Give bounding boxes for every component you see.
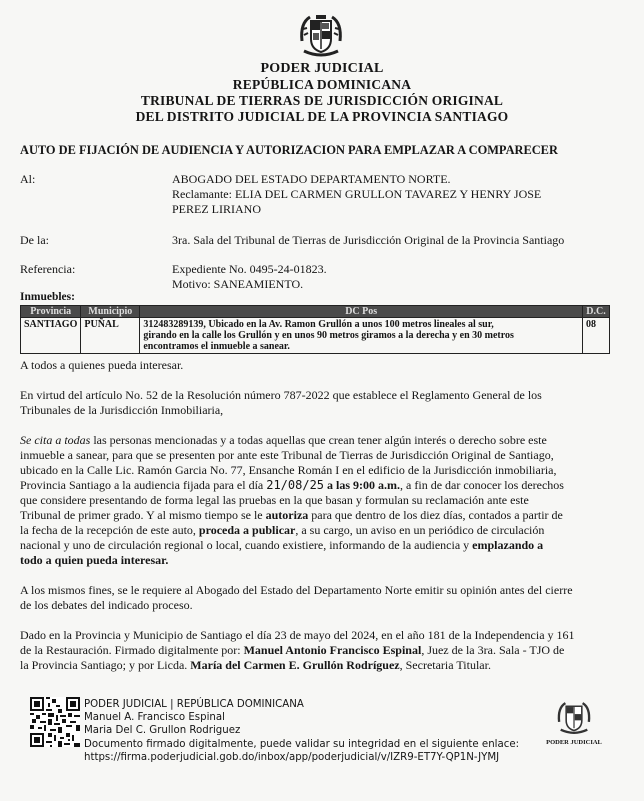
p2-l8-a: nacional y uno de circulación regional o local, cuando existiere, informando de la audiencia y bbox=[20, 538, 473, 552]
referencia-motivo: Motivo: SANEAMIENTO. bbox=[172, 277, 304, 291]
document-title: AUTO DE FIJACIÓN DE AUDIENCIA Y AUTORIZACION PARA EMPLAZAR A COMPARECER bbox=[20, 143, 558, 157]
header-tribunal: TRIBUNAL DE TIERRAS DE JURISDICCIÓN ORIGINAL bbox=[140, 93, 504, 108]
p2-l6-c: para que dentro de los diez días, contados a partir de bbox=[308, 508, 563, 522]
p2-autoriza: autoriza bbox=[265, 508, 309, 522]
p2-l4-c: , a fin de dar conocer los derechos bbox=[400, 478, 564, 492]
coat-of-arms-emblem bbox=[296, 13, 346, 59]
footer-signer2: Maria Del C. Grullon Rodriguez bbox=[84, 725, 241, 736]
a-todos-text: A todos a quienes pueda interesar. bbox=[20, 358, 184, 372]
col-dc: D.C. bbox=[583, 306, 610, 318]
p4-line1: Dado en la Provincia y Municipio de Santiago el día 23 de mayo del 2024, en el año 181 de la Independencia y 161 bbox=[20, 628, 575, 642]
header-poder-judicial: PODER JUDICIAL bbox=[260, 61, 384, 76]
footer-url[interactable]: https://firma.poderjudicial.gob.do/inbox/app/poderjudicial/v/IZR9-ET7Y-QP1N-JYMJ bbox=[84, 752, 500, 763]
p4-l2-c: , Juez de la 3ra. Sala - TJO de bbox=[421, 643, 565, 657]
al-line1: ABOGADO DEL ESTADO DEPARTAMENTO NORTE. bbox=[172, 172, 451, 186]
p2-l7-a: la fecha de la recepción de este auto, bbox=[20, 523, 199, 537]
p2-l4-a: Provincia Santiago a la audiencia fijada para el día bbox=[20, 478, 267, 492]
hearing-date: 21/08/25 bbox=[266, 478, 325, 492]
p4-line3 bbox=[20, 658, 620, 673]
table-row bbox=[21, 318, 610, 354]
inmuebles-label: Inmuebles: bbox=[20, 291, 75, 303]
p2-line3: ubicado en la Calle Lic. Ramón Garcia No. 77, Ensanche Román I en el edificio de la Jurisdicción inmobiliaria, bbox=[20, 463, 557, 477]
p2-line5: que considere presentando de forma legal las pruebas en la que basan y formulan su reclamación ante este bbox=[20, 493, 529, 507]
p2-line4 bbox=[20, 478, 620, 493]
header-distrito: DEL DISTRITO JUDICIAL DE LA PROVINCIA SANTIAGO bbox=[135, 109, 509, 124]
col-provincia: Provincia bbox=[21, 306, 81, 318]
dela-value: 3ra. Sala del Tribunal de Tierras de Jurisdicción Original de la Provincia Santiago bbox=[172, 233, 565, 247]
table-header-row bbox=[21, 306, 610, 318]
inmuebles-table bbox=[20, 305, 610, 354]
al-line3: PEREZ LIRIANO bbox=[172, 202, 261, 216]
qr-code[interactable] bbox=[30, 697, 80, 747]
p2-publicar: proceda a publicar bbox=[198, 523, 296, 537]
judge-name: Manuel Antonio Francisco Espinal bbox=[243, 643, 422, 657]
cell-provincia: SANTIAGO bbox=[21, 318, 81, 354]
p2-line7 bbox=[20, 523, 620, 538]
p2-l1-rest: las personas mencionadas y a todas aquellas que crean tener algún interés o derecho sobre este bbox=[90, 433, 547, 447]
footer-signer1: Manuel A. Francisco Espinal bbox=[84, 712, 225, 723]
cell-dcpos bbox=[140, 318, 583, 354]
p4-line2 bbox=[20, 643, 620, 658]
p4-l3-c: , Secretaria Titular. bbox=[399, 658, 491, 672]
p2-line8 bbox=[20, 538, 620, 553]
p1-line1: En virtud del artículo No. 52 de la Resolución número 787-2022 que establece el Reglamento General de los bbox=[20, 388, 542, 402]
cell-municipio: PUÑAL bbox=[81, 318, 140, 354]
p2-em: Se cita a todas bbox=[20, 433, 91, 447]
p2-line6 bbox=[20, 508, 620, 523]
hearing-time: a las 9:00 a.m. bbox=[324, 478, 401, 492]
p2-l7-c: , a su cargo, un aviso en un periódico de circulación bbox=[295, 523, 545, 537]
secretary-name: María del Carmen E. Grullón Rodríguez bbox=[190, 658, 400, 672]
al-line2: Reclamante: ELIA DEL CARMEN GRULLON TAVAREZ Y HENRY JOSE bbox=[172, 187, 542, 201]
p2-emplazando: emplazando a bbox=[472, 538, 544, 552]
p4-l3-a: la Provincia Santiago; y por Licda. bbox=[20, 658, 191, 672]
al-label: Al: bbox=[20, 172, 36, 186]
p1-line2: Tribunales de la Jurisdicción Inmobiliaria, bbox=[20, 403, 224, 417]
seal-label: PODER JUDICIAL bbox=[546, 739, 602, 746]
dcpos-line3: encontramos el inmueble a sanear. bbox=[143, 341, 290, 352]
referencia-expediente: Expediente No. 0495-24-01823. bbox=[172, 262, 327, 276]
referencia-label: Referencia: bbox=[20, 262, 76, 276]
seal-emblem bbox=[554, 700, 594, 736]
p2-line1 bbox=[20, 433, 620, 448]
col-dcpos: DC Pos bbox=[140, 306, 583, 318]
header-republica: REPÚBLICA DOMINICANA bbox=[232, 77, 412, 92]
footer-notice: Documento firmado digitalmente, puede validar su integridad en el siguiente enlace: bbox=[84, 739, 520, 750]
dela-label: De la: bbox=[20, 233, 49, 247]
dcpos-line1: 312483289139, Ubicado en la Av. Ramon Grullón a unos 100 metros lineales al sur, bbox=[143, 319, 494, 330]
p2-l6-a: Tribunal de primer grado. Y al mismo tiempo se le bbox=[20, 508, 266, 522]
p4-l2-a: de la Restauración. Firmado digitalmente por: bbox=[20, 643, 244, 657]
dcpos-line2: girando en la calle los Grullón y en unos 90 metros giramos a la derecha y en 30 metros bbox=[143, 330, 514, 341]
col-municipio: Municipio bbox=[81, 306, 140, 318]
p2-line2: inmueble a sanear, para que se presenten por ante este Tribunal de Tierras de Jurisdicción Original de Santiago, bbox=[20, 448, 554, 462]
p3-line1: A los mismos fines, se le requiere al Abogado del Estado del Departamento Norte emitir su opinión antes del cierre bbox=[20, 583, 573, 597]
cell-dc: 08 bbox=[583, 318, 610, 354]
p2-line9: todo a quien pueda interesar. bbox=[20, 553, 169, 567]
footer-org: PODER JUDICIAL | REPÚBLICA DOMINICANA bbox=[84, 699, 304, 710]
p3-line2: de los debates del indicado proceso. bbox=[20, 598, 193, 612]
